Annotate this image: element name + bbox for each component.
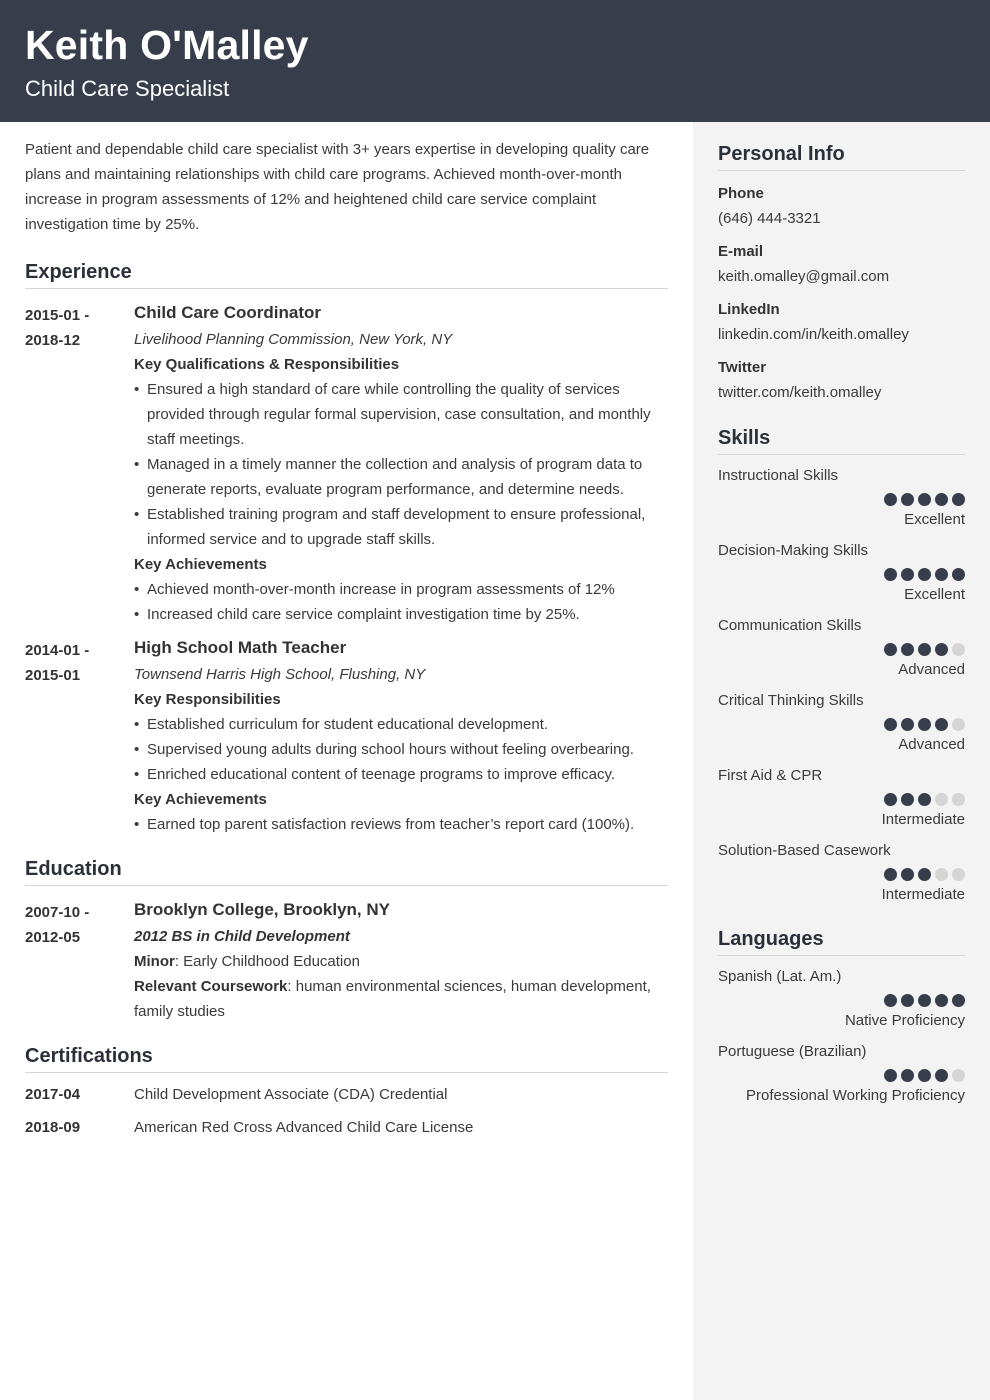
filled-dot-icon [935,994,948,1007]
rating-dots [718,793,965,806]
date-end: 2015-01 [25,667,81,684]
minor-label: Minor [134,953,175,970]
section-title-certifications: Certifications [25,1044,668,1073]
filled-dot-icon [901,868,914,881]
filled-dot-icon [901,493,914,506]
section-title-languages: Languages [718,927,965,956]
skill-item-level: Excellent [904,511,965,528]
info-label-email: E-mail [718,243,764,260]
school-name: Brooklyn College, Brooklyn, NY [134,900,390,919]
certification-item [25,1082,668,1107]
filled-dot-icon [935,493,948,506]
rating-dots [718,643,965,656]
sidebar [693,122,990,1400]
experience-entry [25,636,668,837]
skill-item-level: Intermediate [881,886,965,903]
cert-label: American Red Cross Advanced Child Care License [134,1119,474,1136]
filled-dot-icon [884,643,897,656]
date-start: 2007-10 - [25,904,90,921]
rating-dots [718,994,965,1007]
bullet-item: • Managed in a timely manner the collection and analysis of program data to generate reports, evaluate program performance, and determine needs. [134,452,668,502]
bullet-item: • Increased child care service complaint investigation time by 25%. [134,602,668,627]
filled-dot-icon [884,718,897,731]
bullet-item: • Earned top parent satisfaction reviews from teacher’s report card (100%). [134,812,668,837]
filled-dot-icon [918,493,931,506]
job-organization: Townsend Harris High School, Flushing, NY [134,666,426,683]
filled-dot-icon [884,793,897,806]
filled-dot-icon [935,718,948,731]
language-item-name: Portuguese (Brazilian) [718,1043,867,1060]
bullet-item: • Established training program and staff development to ensure professional, informed service and to upgrade staff skills. [134,502,668,552]
languages-list [718,967,965,1106]
rating-dots [718,868,965,881]
skill-item-name: Decision-Making Skills [718,542,869,559]
entry-dates [25,898,134,1024]
empty-dot-icon [952,643,965,656]
bullet-list [134,377,668,552]
certification-item [25,1115,668,1140]
skill-item [718,841,965,905]
filled-dot-icon [918,568,931,581]
filled-dot-icon [884,1069,897,1082]
section-title-skills: Skills [718,426,965,455]
bullet-list [134,577,668,627]
section-title-personal-info: Personal Info [718,142,965,171]
cert-date: 2018-09 [25,1119,81,1136]
empty-dot-icon [952,1069,965,1082]
group-heading: Key Qualifications & Responsibilities [134,356,400,373]
filled-dot-icon [884,568,897,581]
info-value-phone: (646) 444-3321 [718,210,821,227]
cert-label: Child Development Associate (CDA) Credential [134,1086,448,1103]
filled-dot-icon [884,493,897,506]
filled-dot-icon [901,793,914,806]
info-value-twitter: twitter.com/keith.omalley [718,384,882,401]
empty-dot-icon [935,868,948,881]
language-item-name: Spanish (Lat. Am.) [718,968,842,985]
filled-dot-icon [952,568,965,581]
candidate-name: Keith O'Malley [25,22,309,68]
info-label-twitter: Twitter [718,359,767,376]
candidate-title: Child Care Specialist [25,76,230,101]
minor [134,949,668,974]
education-entry [25,898,668,1024]
filled-dot-icon [901,994,914,1007]
skill-item [718,766,965,830]
skill-item [718,616,965,680]
filled-dot-icon [935,1069,948,1082]
skill-item [718,541,965,605]
bullet-item: • Supervised young adults during school hours without feeling overbearing. [134,737,668,762]
filled-dot-icon [901,718,914,731]
job-organization: Livelihood Planning Commission, New York, NY [134,331,453,348]
group-heading: Key Responsibilities [134,691,281,708]
skill-item-name: Instructional Skills [718,467,839,484]
coursework-value: : human environmental sciences, human development, family studies [134,978,651,1020]
empty-dot-icon [952,868,965,881]
summary: Patient and dependable child care specialist with 3+ years expertise in developing quality care plans and maintaining relationships with child care programs. Achieved month-over-month increase in program assessments of 12% and heightened child care service complaint investigation time by 25%. [25,141,650,233]
section-title-education: Education [25,857,668,886]
job-role: Child Care Coordinator [134,303,322,322]
date-start: 2014-01 - [25,642,90,659]
filled-dot-icon [952,493,965,506]
rating-dots [718,568,965,581]
filled-dot-icon [901,1069,914,1082]
entry-dates [25,301,134,627]
bullet-item: • Achieved month-over-month increase in program assessments of 12% [134,577,668,602]
section-title-experience: Experience [25,260,668,289]
filled-dot-icon [918,718,931,731]
coursework-label: Relevant Coursework [134,978,288,995]
date-end: 2018-12 [25,332,81,349]
info-label-phone: Phone [718,185,764,202]
bullet-item: • Established curriculum for student educational development. [134,712,668,737]
coursework [134,974,668,1024]
certifications-list [25,1082,668,1140]
entry-dates [25,636,134,837]
filled-dot-icon [918,793,931,806]
skill-item [718,691,965,755]
bullet-list [134,812,668,837]
info-label-linkedin: LinkedIn [718,301,780,318]
skill-item-level: Advanced [898,661,965,678]
degree: 2012 BS in Child Development [134,928,350,945]
filled-dot-icon [901,643,914,656]
skill-item-name: Solution-Based Casework [718,842,891,859]
group-heading: Key Achievements [134,791,267,808]
rating-dots [718,493,965,506]
filled-dot-icon [901,568,914,581]
filled-dot-icon [918,994,931,1007]
skill-item-level: Intermediate [881,811,965,828]
skill-item-name: First Aid & CPR [718,767,823,784]
empty-dot-icon [952,718,965,731]
experience-entry [25,301,668,627]
job-role: High School Math Teacher [134,638,347,657]
filled-dot-icon [918,1069,931,1082]
language-item-level: Professional Working Proficiency [746,1087,965,1104]
language-item [718,1042,965,1106]
resume-header [0,0,990,122]
minor-value: : Early Childhood Education [174,953,360,970]
bullet-item: • Ensured a high standard of care while controlling the quality of services provided through regular formal supervision, case consultation, and monthly staff meetings. [134,377,668,452]
cert-date: 2017-04 [25,1086,81,1103]
bullet-item: • Enriched educational content of teenage programs to improve efficacy. [134,762,668,787]
bullet-list [134,712,668,787]
main-column [25,122,668,1140]
skill-item-name: Critical Thinking Skills [718,692,864,709]
language-item-level: Native Proficiency [844,1012,965,1029]
skill-item-name: Communication Skills [718,617,862,634]
language-item [718,967,965,1031]
filled-dot-icon [952,994,965,1007]
empty-dot-icon [935,793,948,806]
skill-item-level: Excellent [904,586,965,603]
filled-dot-icon [935,568,948,581]
filled-dot-icon [918,643,931,656]
date-end: 2012-05 [25,929,81,946]
rating-dots [718,1069,965,1082]
skill-item-level: Advanced [898,736,965,753]
filled-dot-icon [935,643,948,656]
group-heading: Key Achievements [134,556,267,573]
rating-dots [718,718,965,731]
empty-dot-icon [952,793,965,806]
info-value-email: keith.omalley@gmail.com [718,268,890,285]
skills-list [718,466,965,905]
info-value-linkedin: linkedin.com/in/keith.omalley [718,326,909,343]
filled-dot-icon [918,868,931,881]
skill-item [718,466,965,530]
filled-dot-icon [884,868,897,881]
filled-dot-icon [884,994,897,1007]
date-start: 2015-01 - [25,307,90,324]
